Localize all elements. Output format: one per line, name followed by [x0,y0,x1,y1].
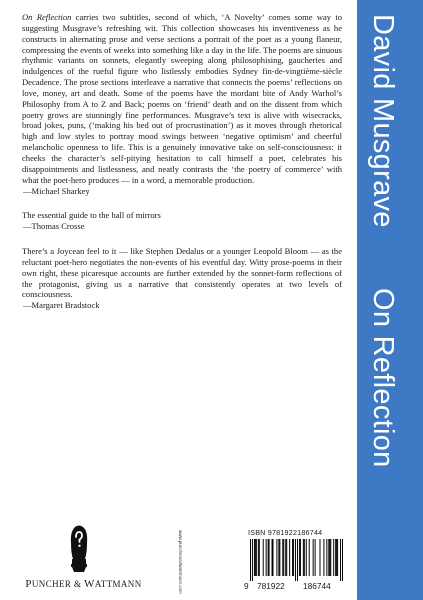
book-title-italic: On Reflection [22,12,72,22]
barcode-bar [320,539,321,576]
barcode-bar [303,539,304,576]
barcode-bar [299,539,300,576]
attribution-michael-sharkey: —Michael Sharkey [23,185,90,196]
barcode-bar [326,539,327,576]
barcode-bar [328,539,329,576]
spine-text [365,6,423,596]
barcode-bar [335,539,336,576]
barcode-bar [340,539,341,581]
barcode-bar [258,539,259,576]
barcode-bar [254,539,255,576]
barcode-bar [268,539,269,576]
barcode-bar [329,539,330,576]
barcode-bar [300,539,301,576]
barcode-bar [278,539,279,576]
review-margaret-bradstock: There’s a Joycean feel to it — like Stephen Dedalus or a younger Leopold Bloom — as the reluctant poet-hero negotiates the non-events of his eventful day. Witty prose-poems in their own right, these picaresque accounts are further extended by the sonnet-form reflections of the protagonist, giving us a narrative that consistently operates at two levels of consciousness. [22,246,342,300]
barcode-bar [282,539,283,576]
barcode-bar [289,539,290,576]
barcode-bar [255,539,256,576]
barcode-bar [250,539,251,581]
barcode-bar [293,539,294,576]
spine-author: David Musgrave [367,14,399,228]
barcode-bar [266,539,267,576]
barcode-bar [309,539,310,576]
barcode-bar [263,539,264,576]
barcode-bar [313,539,314,576]
barcode-bar [304,539,305,576]
barcode-bar [342,539,343,581]
barcode [250,539,343,581]
barcode-bar [295,539,296,581]
barcode-bar [269,539,270,576]
barcode-bar [279,539,280,576]
spine-title: On Reflection [367,288,399,468]
barcode-bar [337,539,338,576]
barcode-bar [252,539,253,581]
barcode-bar [259,539,260,576]
attribution-margaret-bradstock: —Margaret Bradstock [23,300,100,311]
barcode-block [244,528,344,592]
barcode-bar [330,539,331,576]
glove-question-mark-icon [68,523,90,573]
barcode-bar [323,539,324,576]
barcode-bar [276,539,277,576]
publisher-name: PUNCHER & WATTMANN [25,578,142,590]
review-thomas-crosse: The essential guide to the hall of mirrors [22,210,161,221]
barcode-bar [272,539,273,576]
barcode-bar [285,539,286,576]
barcode-bar [333,539,334,576]
barcode-bar [297,539,298,581]
barcode-bar [256,539,257,576]
barcode-bar [315,539,316,576]
barcode-bar [336,539,337,576]
spine [357,0,423,600]
barcode-bar [273,539,274,576]
barcode-digits: 9 781922 186744 [244,581,331,591]
barcode-bar [306,539,307,576]
review-body: carries two subtitles, second of which, ‘A Novelty’ comes some way to suggesting Musgrave’s refreshing wit. This collection showcases his inventiveness as he constructs in alternating prose and verse sections a portrait of the poet as a young flaneur, compressing the events of weeks into something like a day in the life. The poems are sinuous rhythmic variants on sonnets, elegantly sweeping along philosophising, gaucheries and indulgences of the rueful figure who listlessly embodies Sydney fin-de-vingtième-siècle Decadence. The prose sections interleave a narrative that connects the poems’ reflections on love, money, art and death. Some of the poems have the mordant bite of Andy Warhol’s Philosophy from A to Z and Back; poems on ‘friend’ death and on the dissent from which poetry grows are stunningly fine performances. Musgrave’s text is alive with wisecracks, broad jokes, puns, (‘making his bed out of procrustination’) as it moves through rhetorical high and low styles to portray mood swings between ‘negative optimism’ and cheerful melancholic openness to life. This is a genuinely innovative take on self-consciousness: it cheeks the character’s self-pitying hesitation to call himself a poet, celebrates his disappointments and listlessness, and neatly contrasts the ‘the poetry of commerce’ with what the poet-hero produces — in a word, a memorable production. [22,12,343,185]
publisher-website: www.puncherandwattmann.com [178,530,183,594]
barcode-bar [286,539,287,576]
attribution-thomas-crosse: —Thomas Crosse [23,221,85,232]
review-michael-sharkey [22,12,342,186]
back-cover-text [22,12,342,311]
isbn-label: ISBN 9781922186744 [248,528,323,537]
barcode-bar [283,539,284,576]
barcode-bar [292,539,293,576]
